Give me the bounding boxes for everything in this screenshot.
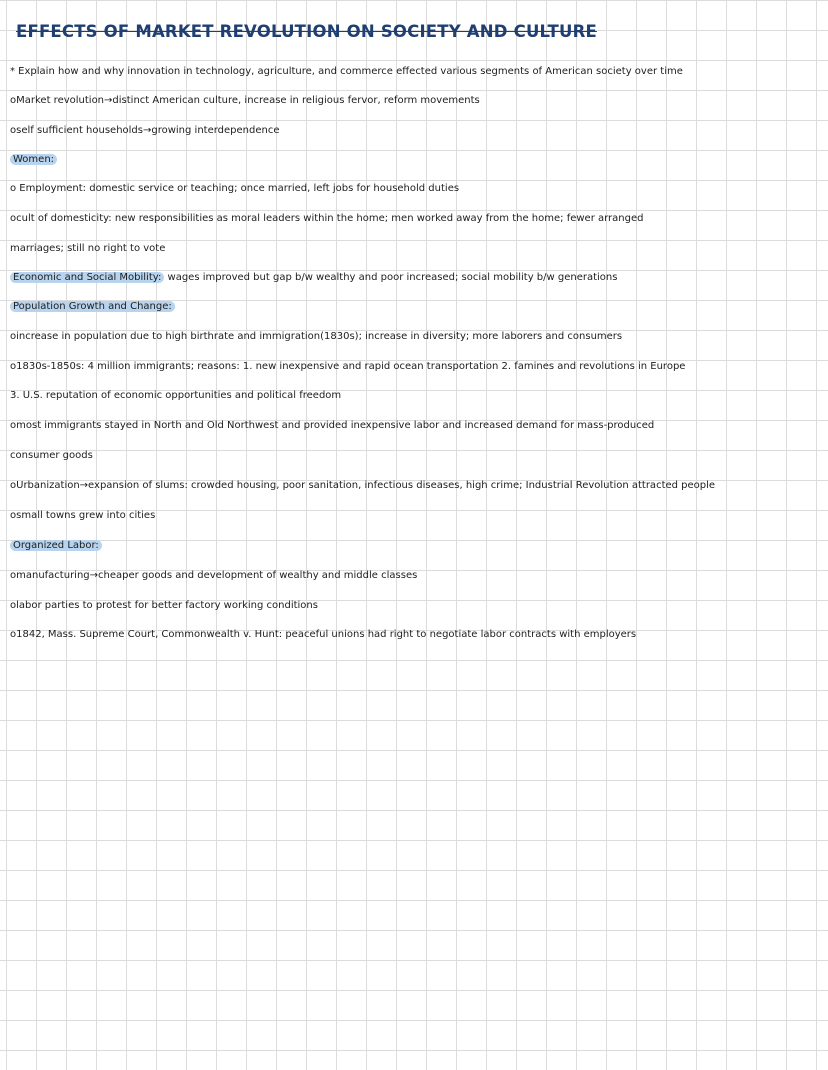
labor-heading: Organized Labor: bbox=[10, 540, 102, 551]
women-heading-row bbox=[10, 153, 57, 167]
intro-line-1: oMarket revolution→distinct American culture, increase in religious fervor, reform movements bbox=[10, 95, 480, 106]
cult-domesticity-line-1: ocult of domesticity: new responsibilities as moral leaders within the home; men worked away from the home; fewer arranged bbox=[10, 213, 644, 224]
population-heading-row bbox=[10, 300, 175, 314]
population-line-2: o1830s-1850s: 4 million immigrants; reasons: 1. new inexpensive and rapid ocean transportation 2. famines and revolutions in Europe bbox=[10, 361, 686, 372]
intro-line-2: oself sufficient households→growing interdependence bbox=[10, 125, 280, 136]
mobility-row bbox=[10, 271, 617, 285]
cult-domesticity-line-2: marriages; still no right to vote bbox=[10, 243, 166, 254]
labor-line-1: omanufacturing→cheaper goods and development of wealthy and middle classes bbox=[10, 570, 418, 581]
labor-heading-row bbox=[10, 539, 102, 553]
labor-line-2: olabor parties to protest for better factory working conditions bbox=[10, 600, 318, 611]
population-line-7: osmall towns grew into cities bbox=[10, 510, 156, 521]
prompt-line: * Explain how and why innovation in technology, agriculture, and commerce effected various segments of American society over time bbox=[10, 66, 683, 77]
population-line-3: 3. U.S. reputation of economic opportunities and political freedom bbox=[10, 390, 342, 401]
women-employment-line: o Employment: domestic service or teaching; once married, left jobs for household duties bbox=[10, 183, 460, 194]
population-heading: Population Growth and Change: bbox=[10, 301, 175, 312]
page-title: EFFECTS OF MARKET REVOLUTION ON SOCIETY AND CULTURE bbox=[16, 22, 597, 41]
mobility-text: wages improved but gap b/w wealthy and poor increased; social mobility b/w generations bbox=[167, 272, 618, 283]
population-line-1: oincrease in population due to high birthrate and immigration(1830s); increase in diversity; more laborers and consumers bbox=[10, 331, 623, 342]
population-line-4: omost immigrants stayed in North and Old Northwest and provided inexpensive labor and increased demand for mass-produced bbox=[10, 420, 655, 431]
labor-line-3: o1842, Mass. Supreme Court, Commonwealth v. Hunt: peaceful unions had right to negotiate labor contracts with employers bbox=[10, 629, 637, 640]
population-line-6: oUrbanization→expansion of slums: crowded housing, poor sanitation, infectious diseases, high crime; Industrial Revolution attracted people bbox=[10, 480, 716, 491]
population-line-5: consumer goods bbox=[10, 450, 93, 461]
mobility-heading: Economic and Social Mobility: bbox=[10, 272, 164, 283]
women-heading: Women: bbox=[10, 154, 57, 165]
